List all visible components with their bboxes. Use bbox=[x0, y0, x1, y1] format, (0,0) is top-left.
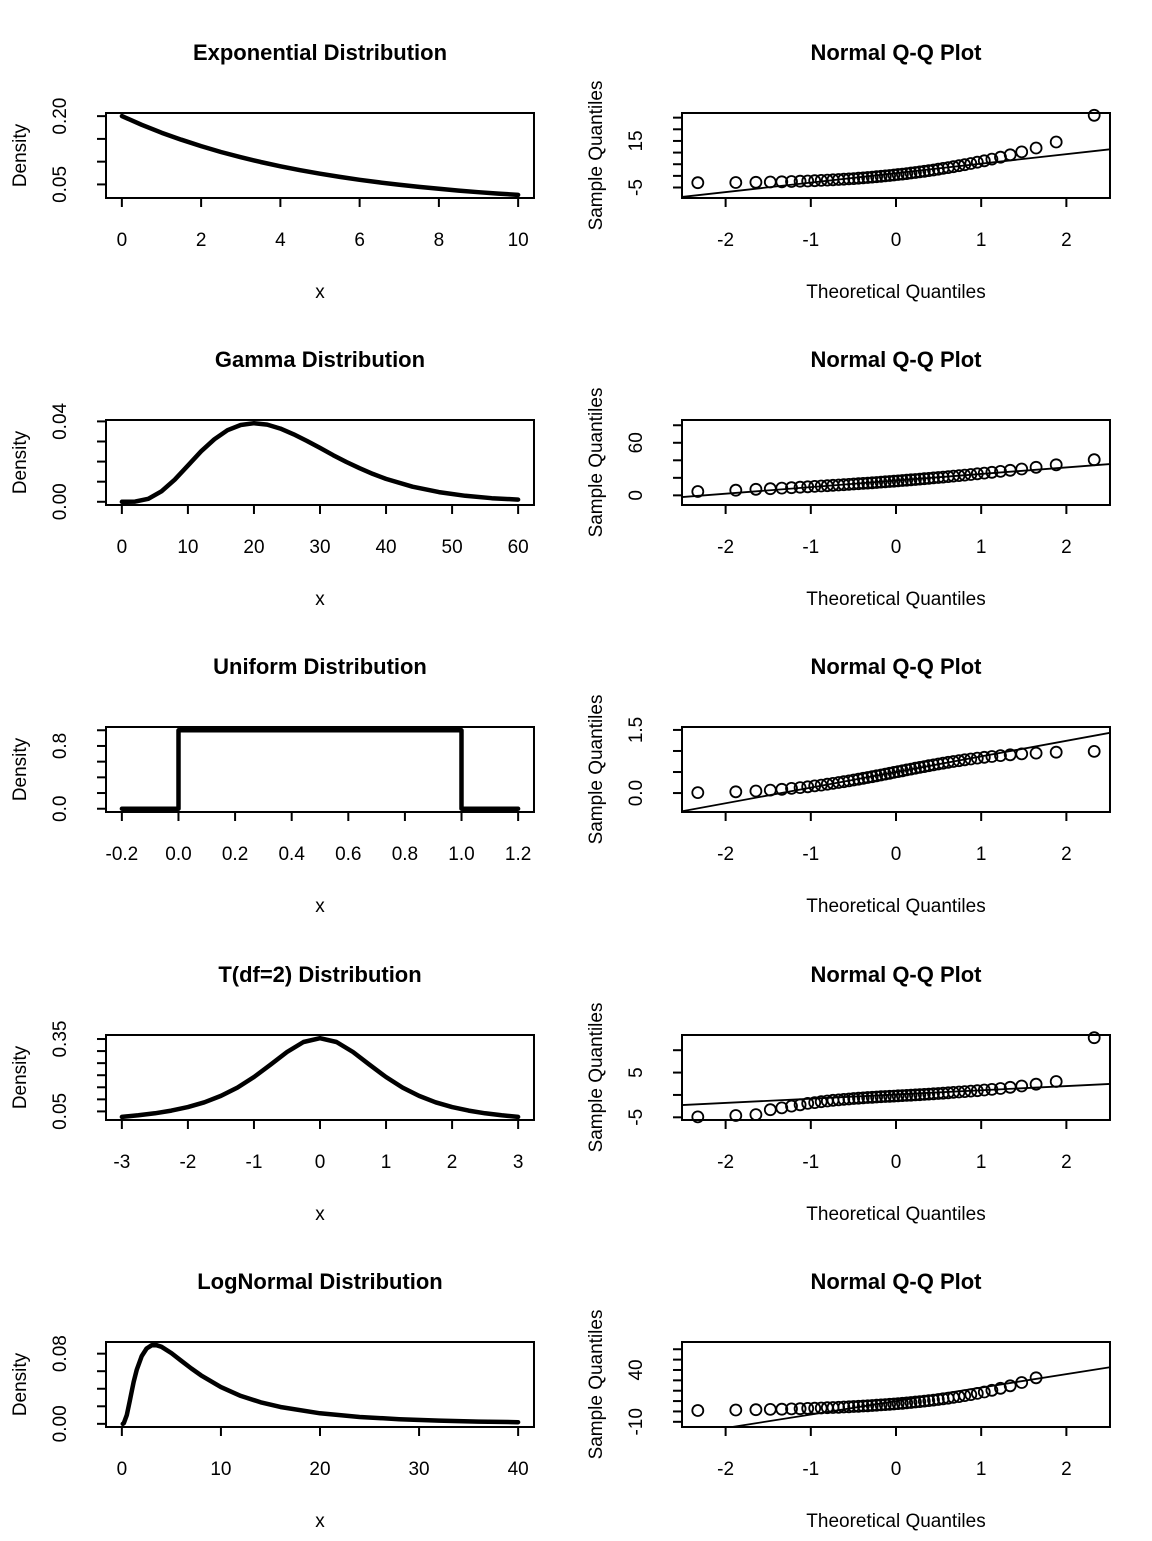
panel-gamma-qq bbox=[576, 307, 1152, 614]
x-axis-title: Theoretical Quantiles bbox=[806, 1203, 986, 1225]
x-tick-label: -1 bbox=[802, 229, 820, 251]
qq-point bbox=[1031, 748, 1042, 759]
x-tick-label: -2 bbox=[179, 1151, 197, 1173]
x-tick-label: -2 bbox=[717, 844, 735, 866]
panel-lognormal-density bbox=[0, 1229, 576, 1536]
plot-box bbox=[106, 420, 534, 505]
y-tick-label: 0.04 bbox=[50, 403, 72, 441]
qq-point bbox=[1031, 142, 1042, 153]
panel-uniform-qq bbox=[576, 614, 1152, 921]
y-axis-title: Density bbox=[10, 1045, 32, 1109]
cell-gamma-qq bbox=[576, 307, 1152, 614]
x-tick-label: 60 bbox=[507, 537, 529, 559]
x-tick-label: 50 bbox=[441, 537, 463, 559]
qq-point bbox=[765, 483, 776, 494]
y-tick-label: 0.00 bbox=[50, 1405, 72, 1443]
y-tick-label: 0.35 bbox=[50, 1020, 72, 1058]
x-tick-label: 0 bbox=[890, 1458, 902, 1480]
y-tick-label: 1.5 bbox=[626, 717, 648, 744]
x-tick-label: -2 bbox=[717, 1151, 735, 1173]
qq-point bbox=[750, 1404, 761, 1415]
x-tick-label: 0.8 bbox=[391, 844, 419, 866]
density-curve bbox=[122, 116, 518, 195]
y-axis-title: Density bbox=[10, 738, 32, 802]
y-axis-title: Sample Quantiles bbox=[586, 1309, 608, 1460]
x-tick-label: 0 bbox=[314, 1151, 326, 1173]
x-tick-label: 8 bbox=[433, 229, 445, 251]
x-tick-label: 6 bbox=[354, 229, 365, 251]
x-tick-label: 1 bbox=[975, 537, 987, 559]
x-axis-title: Theoretical Quantiles bbox=[806, 589, 986, 611]
panel-title: Gamma Distribution bbox=[214, 347, 426, 373]
y-axis-title: Sample Quantiles bbox=[586, 80, 608, 231]
panel-title: Uniform Distribution bbox=[213, 654, 427, 680]
x-tick-label: 10 bbox=[507, 229, 529, 251]
qq-point bbox=[730, 1404, 741, 1415]
y-axis-title: Density bbox=[10, 123, 32, 188]
x-tick-label: -3 bbox=[113, 1151, 131, 1173]
x-axis-title: x bbox=[315, 1510, 325, 1532]
y-tick-label: 0.0 bbox=[50, 795, 72, 823]
x-tick-label: 1 bbox=[975, 1458, 987, 1480]
y-tick-label: -5 bbox=[626, 1108, 648, 1126]
qq-reference-line bbox=[682, 1367, 1110, 1435]
x-tick-label: 30 bbox=[309, 537, 331, 559]
x-tick-label: 10 bbox=[210, 1458, 232, 1480]
qq-point bbox=[765, 176, 776, 187]
panel-title: Normal Q-Q Plot bbox=[810, 347, 982, 373]
qq-point bbox=[1051, 1076, 1062, 1087]
x-tick-label: 0.0 bbox=[165, 844, 192, 866]
panel-title: Normal Q-Q Plot bbox=[810, 39, 982, 65]
qq-point bbox=[692, 787, 703, 798]
density-curve bbox=[122, 423, 518, 502]
density-curve bbox=[123, 1345, 518, 1424]
panel-title: Normal Q-Q Plot bbox=[810, 1268, 982, 1294]
plot-box bbox=[106, 113, 534, 198]
y-axis-title: Density bbox=[10, 431, 32, 495]
x-tick-label: -1 bbox=[802, 844, 820, 866]
panel-title: Normal Q-Q Plot bbox=[810, 654, 982, 680]
panel-t-density bbox=[0, 922, 576, 1229]
y-axis-title: Sample Quantiles bbox=[586, 1002, 608, 1152]
x-tick-label: 2 bbox=[1061, 229, 1072, 251]
x-tick-label: 0 bbox=[890, 537, 902, 559]
qq-point bbox=[730, 177, 741, 188]
x-axis-title: x bbox=[315, 896, 325, 918]
qq-point bbox=[979, 155, 990, 166]
cell-lognormal-qq bbox=[576, 1229, 1152, 1536]
x-tick-label: 1.0 bbox=[448, 844, 475, 866]
cell-exponential-density bbox=[0, 0, 576, 307]
x-tick-label: 40 bbox=[507, 1458, 529, 1480]
x-tick-label: 2 bbox=[1061, 1151, 1072, 1173]
x-tick-label: 20 bbox=[309, 1458, 331, 1480]
y-tick-label: 15 bbox=[626, 130, 648, 152]
qq-point bbox=[1031, 462, 1042, 473]
x-tick-label: 0.2 bbox=[221, 844, 249, 866]
x-tick-label: -1 bbox=[802, 537, 820, 559]
x-tick-label: 1 bbox=[975, 229, 987, 251]
panel-uniform-density bbox=[0, 614, 576, 921]
y-tick-label: 0 bbox=[626, 490, 648, 501]
qq-point bbox=[1089, 454, 1100, 465]
cell-lognormal-density bbox=[0, 1229, 576, 1536]
panel-exponential-density bbox=[0, 0, 576, 307]
y-tick-label: 0.0 bbox=[626, 780, 648, 807]
qq-reference-line bbox=[682, 464, 1110, 497]
x-tick-label: 0 bbox=[890, 1151, 902, 1173]
x-axis-title: x bbox=[315, 1203, 325, 1225]
qq-point bbox=[979, 1386, 990, 1397]
x-tick-label: 10 bbox=[177, 537, 199, 559]
y-tick-label: 0.05 bbox=[50, 165, 72, 203]
y-tick-label: -10 bbox=[626, 1407, 648, 1436]
plot-box bbox=[106, 727, 534, 812]
qq-point bbox=[750, 1109, 761, 1120]
x-tick-label: 2 bbox=[1061, 537, 1072, 559]
x-tick-label: -1 bbox=[245, 1151, 263, 1173]
cell-uniform-qq bbox=[576, 614, 1152, 921]
plot-box bbox=[106, 1035, 534, 1120]
x-axis-title: Theoretical Quantiles bbox=[806, 1510, 986, 1532]
x-tick-label: 0 bbox=[116, 537, 128, 559]
x-axis-title: Theoretical Quantiles bbox=[806, 281, 986, 303]
x-tick-label: -2 bbox=[717, 229, 735, 251]
x-axis-title: x bbox=[315, 589, 325, 611]
y-tick-label: 0.00 bbox=[50, 483, 72, 521]
x-tick-label: 0 bbox=[890, 229, 902, 251]
x-tick-label: 0 bbox=[116, 1458, 128, 1480]
y-tick-label: 0.08 bbox=[50, 1334, 72, 1372]
x-tick-label: -1 bbox=[802, 1151, 820, 1173]
qq-point bbox=[1016, 146, 1027, 157]
x-tick-label: 1 bbox=[380, 1151, 392, 1173]
qq-point bbox=[692, 177, 703, 188]
panel-gamma-density bbox=[0, 307, 576, 614]
qq-point bbox=[1016, 464, 1027, 475]
cell-t-density bbox=[0, 922, 576, 1229]
x-tick-label: 2 bbox=[1061, 844, 1072, 866]
qq-point bbox=[1089, 110, 1100, 121]
qq-point bbox=[730, 787, 741, 798]
qq-point bbox=[750, 786, 761, 797]
y-tick-label: 60 bbox=[626, 432, 648, 454]
x-tick-label: 3 bbox=[512, 1151, 524, 1173]
cell-exponential-qq bbox=[576, 0, 1152, 307]
qq-point bbox=[1051, 747, 1062, 758]
x-tick-label: 2 bbox=[446, 1151, 458, 1173]
panel-t-qq bbox=[576, 922, 1152, 1229]
cell-uniform-density bbox=[0, 614, 576, 921]
y-axis-title: Sample Quantiles bbox=[586, 387, 608, 538]
qq-point bbox=[1016, 749, 1027, 760]
x-tick-label: 1 bbox=[975, 1151, 987, 1173]
y-tick-label: 0.8 bbox=[50, 733, 72, 760]
qq-point bbox=[1051, 136, 1062, 147]
qq-point bbox=[765, 785, 776, 796]
panel-title: T(df=2) Distribution bbox=[218, 961, 422, 987]
x-tick-label: -2 bbox=[717, 1458, 735, 1480]
panel-lognormal-qq bbox=[576, 1229, 1152, 1536]
qq-point bbox=[730, 485, 741, 496]
qq-point bbox=[1089, 1032, 1100, 1043]
cell-t-qq bbox=[576, 922, 1152, 1229]
panel-title: Normal Q-Q Plot bbox=[810, 961, 982, 987]
panel-title: LogNormal Distribution bbox=[197, 1268, 443, 1294]
x-axis-title: x bbox=[315, 281, 325, 303]
x-tick-label: 0 bbox=[890, 844, 902, 866]
x-tick-label: 2 bbox=[1061, 1458, 1072, 1480]
x-tick-label: 30 bbox=[408, 1458, 430, 1480]
density-curve bbox=[122, 731, 518, 809]
x-tick-label: 20 bbox=[243, 537, 265, 559]
cell-gamma-density bbox=[0, 307, 576, 614]
x-tick-label: 0.6 bbox=[335, 844, 362, 866]
qq-point bbox=[765, 1104, 776, 1115]
qq-point bbox=[765, 1404, 776, 1415]
qq-point bbox=[1016, 1080, 1027, 1091]
y-tick-label: 5 bbox=[626, 1066, 648, 1078]
x-tick-label: 0.4 bbox=[278, 844, 305, 866]
x-tick-label: 1 bbox=[975, 844, 987, 866]
y-tick-label: -5 bbox=[626, 179, 648, 196]
x-tick-label: 0 bbox=[116, 229, 128, 251]
plot-box bbox=[682, 113, 1110, 198]
x-tick-label: 40 bbox=[375, 537, 397, 559]
panel-title: Exponential Distribution bbox=[192, 39, 448, 65]
plot-box bbox=[682, 1342, 1110, 1427]
y-tick-label: 0.20 bbox=[50, 97, 72, 135]
x-tick-label: 4 bbox=[275, 229, 286, 251]
x-tick-label: 1.2 bbox=[504, 844, 532, 866]
y-axis-title: Sample Quantiles bbox=[586, 694, 608, 845]
qq-point bbox=[1089, 746, 1100, 757]
qq-reference-line bbox=[682, 149, 1110, 197]
panel-exponential-qq bbox=[576, 0, 1152, 307]
x-tick-label: -1 bbox=[802, 1458, 820, 1480]
x-tick-label: -2 bbox=[717, 537, 735, 559]
x-tick-label: -0.2 bbox=[105, 844, 139, 866]
qq-point bbox=[750, 177, 761, 188]
density-curve bbox=[122, 1038, 518, 1117]
qq-reference-line bbox=[682, 733, 1110, 811]
y-tick-label: 0.05 bbox=[50, 1092, 72, 1130]
qq-point bbox=[692, 1405, 703, 1416]
qq-point bbox=[750, 484, 761, 495]
x-axis-title: Theoretical Quantiles bbox=[806, 896, 986, 918]
plot-box bbox=[682, 1035, 1110, 1120]
y-tick-label: 40 bbox=[626, 1359, 648, 1381]
y-axis-title: Density bbox=[10, 1352, 32, 1416]
x-tick-label: 2 bbox=[195, 229, 207, 251]
